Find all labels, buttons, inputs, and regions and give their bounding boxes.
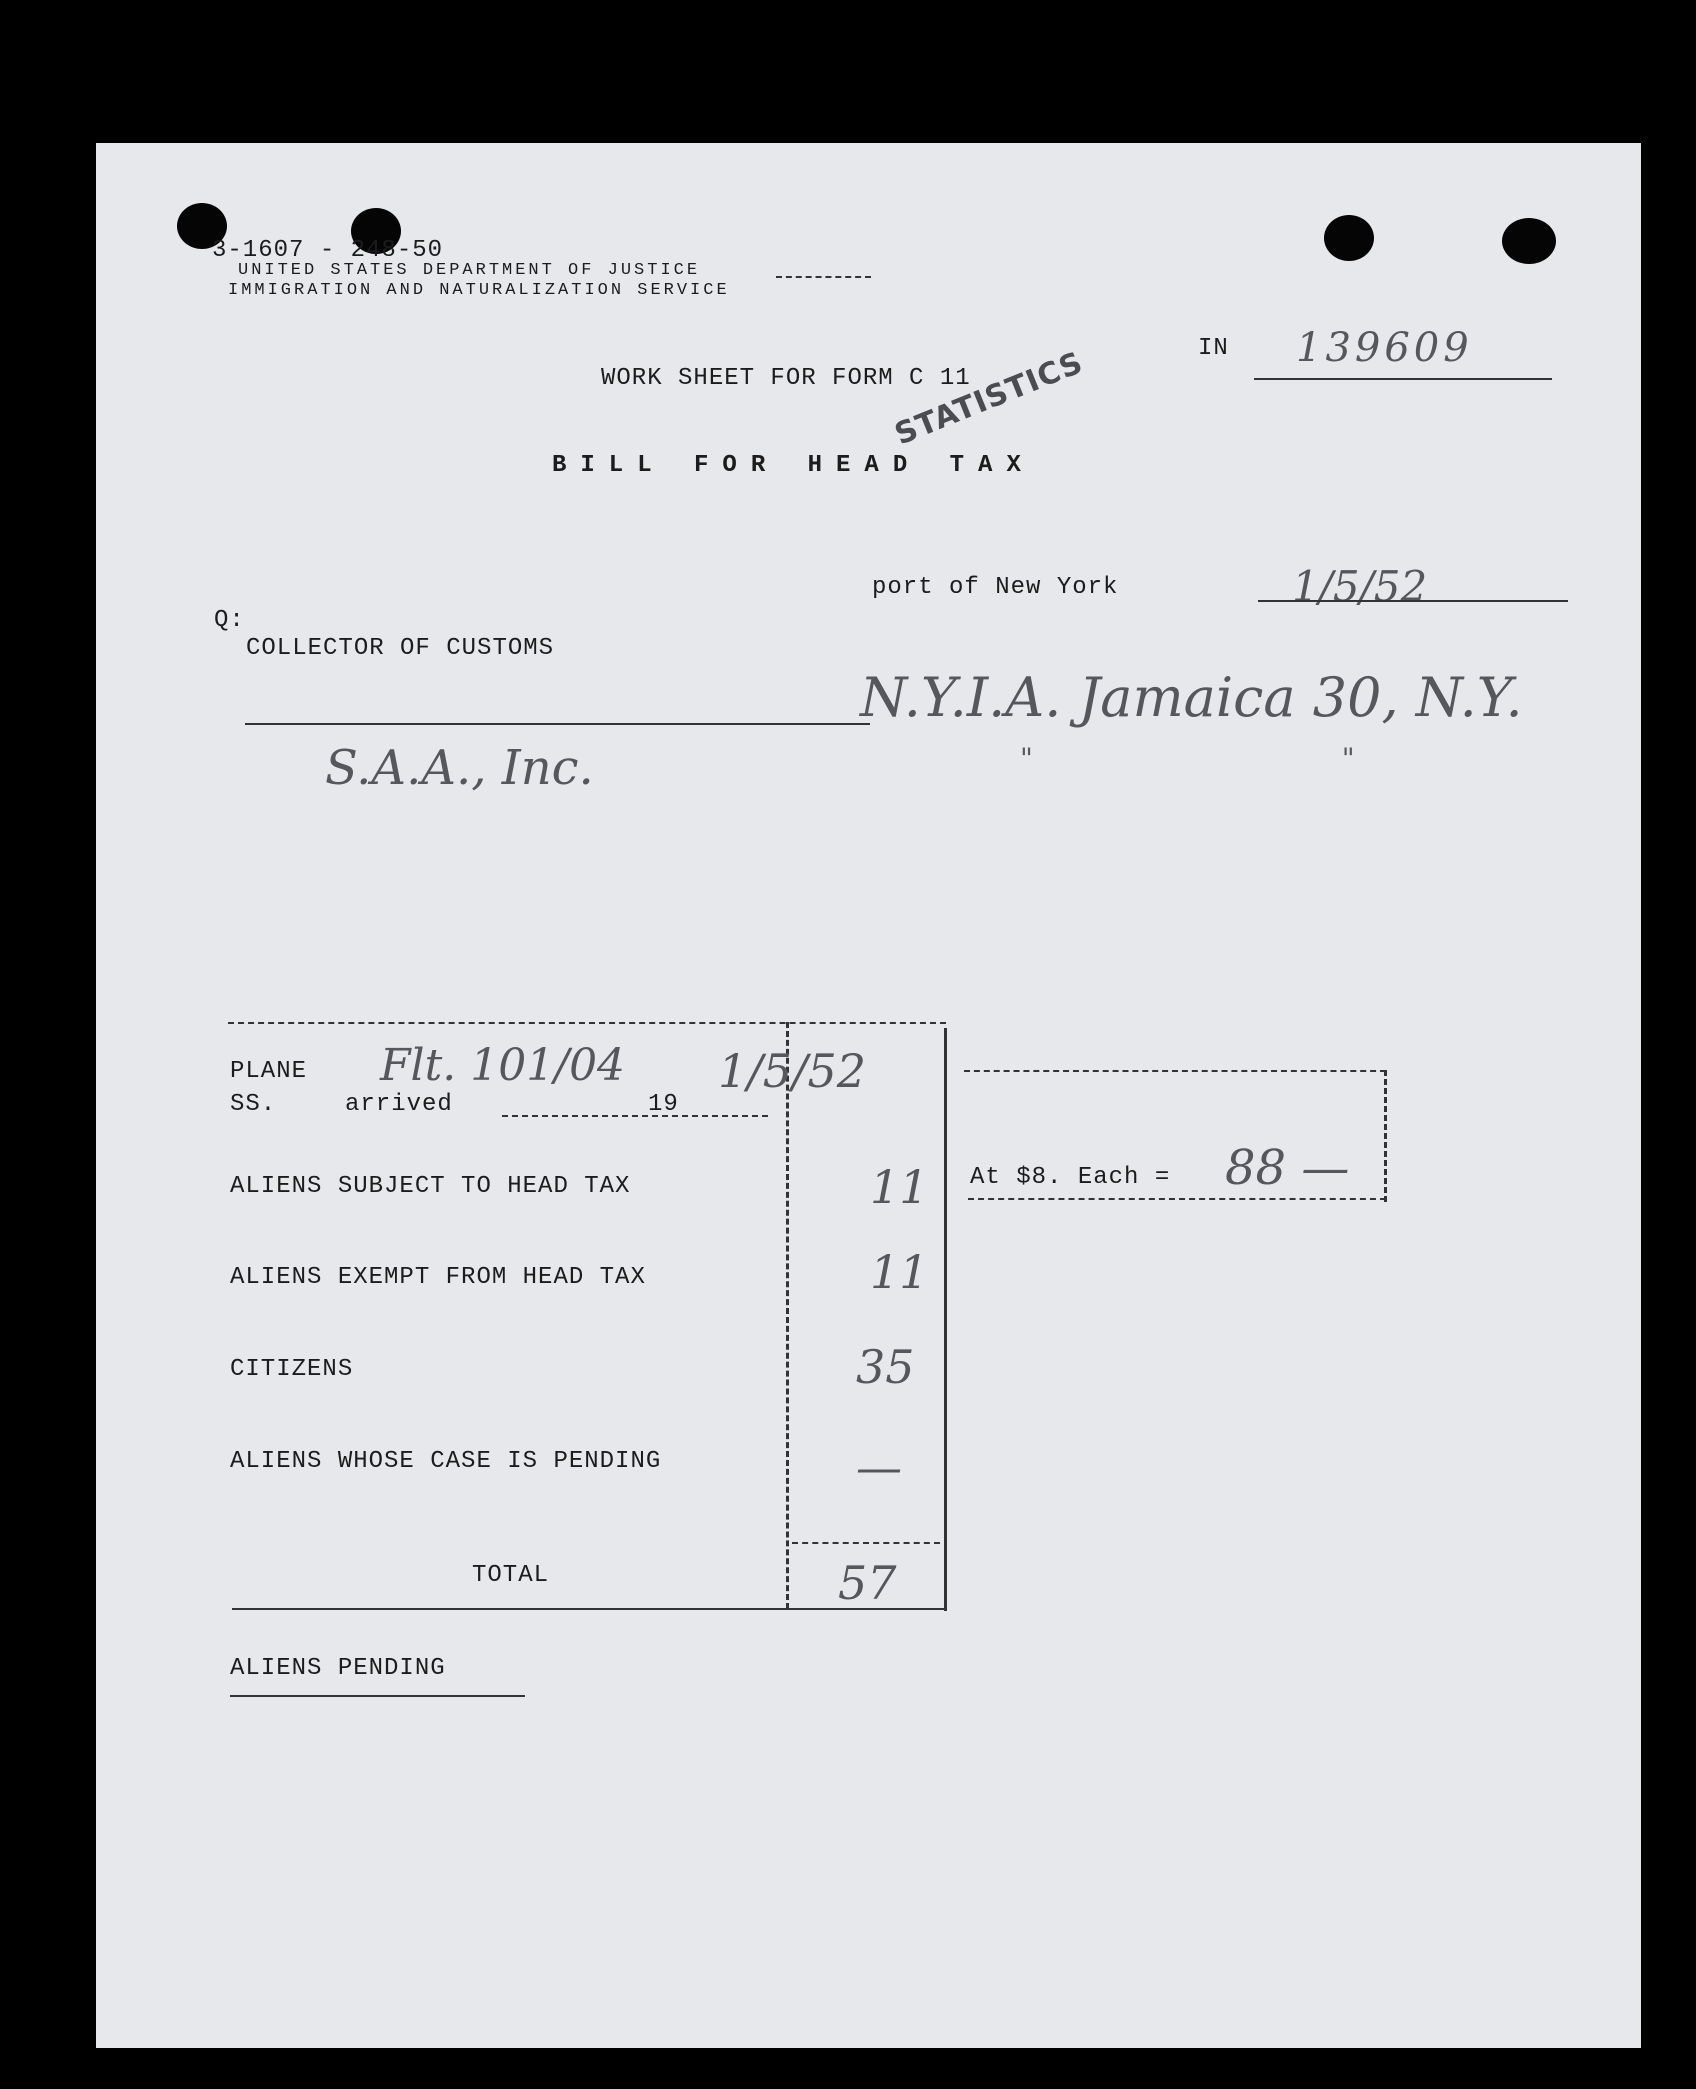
rate-amount: 88 — — [1225, 1140, 1350, 1196]
carrier-handwritten: S.A.A., Inc. — [325, 740, 594, 796]
form-code: 3-1607 - 248-50 — [212, 237, 444, 264]
arrival-date-handwritten: 1/5/52 — [718, 1044, 867, 1098]
aliens-pending-label: ALIENS PENDING — [230, 1655, 446, 1682]
punch-hole — [1502, 218, 1556, 264]
total-label: TOTAL — [472, 1562, 550, 1589]
row-label: ALIENS WHOSE CASE IS PENDING — [230, 1448, 662, 1475]
aliens-pending-underline — [230, 1695, 525, 1697]
rate-box-right — [1384, 1070, 1387, 1202]
in-label: IN — [1198, 335, 1229, 362]
bill-title: BILL FOR HEAD TAX — [552, 452, 1035, 479]
row-label: CITIZENS — [230, 1356, 354, 1383]
port-label: port of New York — [872, 574, 1119, 601]
total-value: 57 — [838, 1556, 897, 1610]
punch-hole — [1324, 215, 1374, 261]
port-date-underline — [1258, 600, 1568, 602]
row-label: ALIENS EXEMPT FROM HEAD TAX — [230, 1264, 646, 1291]
department-name: UNITED STATES DEPARTMENT OF JUSTICE — [238, 261, 701, 280]
row-value: 35 — [856, 1340, 915, 1394]
collector-of-customs: COLLECTOR OF CUSTOMS — [246, 635, 555, 662]
ss-label: SS. — [230, 1091, 277, 1118]
row-value: 11 — [870, 1160, 929, 1214]
addressee-prefix: Q: — [214, 607, 245, 634]
location-handwritten: N.Y.I.A. Jamaica 30, N.Y. — [860, 666, 1523, 729]
rate-box-top — [964, 1070, 1386, 1072]
statistics-stamp: STATISTICS — [890, 345, 1089, 453]
total-separator — [792, 1542, 940, 1544]
flight-handwritten: Flt. 101/04 — [380, 1040, 626, 1091]
header-dash — [776, 276, 871, 278]
service-name: IMMIGRATION AND NATURALIZATION SERVICE — [228, 281, 730, 300]
arrived-underline — [502, 1115, 768, 1117]
row-value: 11 — [870, 1245, 929, 1299]
rate-label: At $8. Each = — [970, 1164, 1171, 1191]
row-label: ALIENS SUBJECT TO HEAD TAX — [230, 1173, 631, 1200]
table-divider — [786, 1022, 789, 1609]
rate-box-bottom — [968, 1198, 1386, 1200]
addressee-underline — [245, 723, 870, 725]
port-date: 1/5/52 — [1292, 562, 1428, 611]
ditto-marks: " " — [1020, 742, 1505, 775]
in-number: 139609 — [1296, 325, 1473, 371]
worksheet-title: WORK SHEET FOR FORM C 11 — [601, 365, 971, 392]
document-sheet — [96, 143, 1641, 2048]
in-number-underline — [1254, 378, 1552, 380]
year-prefix: 19 — [648, 1091, 679, 1118]
row-value: — — [856, 1440, 902, 1494]
table-top-line — [228, 1022, 946, 1024]
table-right-edge — [944, 1028, 947, 1611]
plane-label: PLANE — [230, 1058, 308, 1085]
arrived-label: arrived — [345, 1091, 453, 1118]
